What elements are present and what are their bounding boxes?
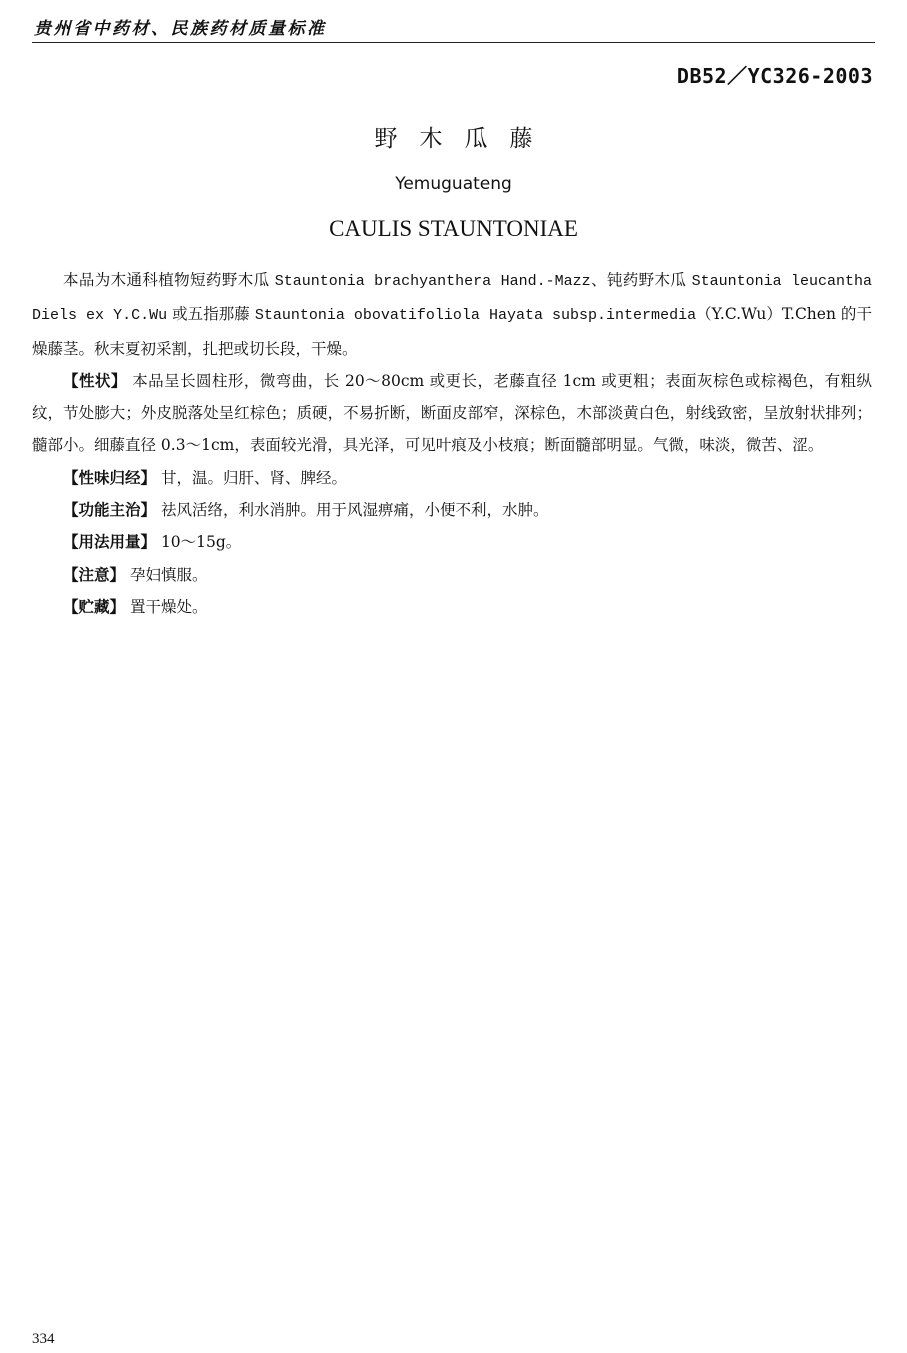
intro-text: 或五指那藤 — [167, 305, 255, 324]
intro-text: （Y.C.Wu）T.Chen 的干燥藤茎。秋末夏初采割，扎把或切长段，干燥。 — [32, 305, 872, 358]
section-text: 孕妇慎服。 — [125, 565, 208, 584]
section-label: 【注意】 — [63, 565, 126, 584]
section-text: 置干燥处。 — [125, 597, 208, 616]
monograph-title-latin: CAULIS STAUNTONIAE — [329, 216, 578, 241]
section-label: 【功能主治】 — [63, 501, 157, 520]
monograph-title-chinese: 野木瓜藤 — [374, 126, 555, 152]
intro-text: 本品为木通科植物短药野木瓜 — [63, 271, 275, 289]
monograph-title-pinyin: Yemuguateng — [395, 174, 512, 194]
monograph-body — [32, 264, 872, 623]
section-label: 【性味归经】 — [63, 468, 157, 487]
running-header — [32, 12, 875, 43]
section-text: 甘，温。归肝、肾、脾经。 — [156, 468, 347, 487]
section-functions-indications — [32, 494, 872, 526]
intro-text: 、钝药野木瓜 — [590, 271, 692, 289]
section-usage-dosage — [32, 526, 872, 558]
section-text: 10～15g。 — [156, 533, 242, 552]
section-text: 祛风活络，利水消肿。用于风湿痹痛，小便不利，水肿。 — [156, 501, 549, 520]
species-name: Stauntonia obovatifoliola Hayata subsp.intermedia — [254, 307, 697, 325]
section-storage — [32, 591, 872, 623]
standard-code: DB52／YC326-2003 — [676, 64, 873, 88]
intro-paragraph — [32, 264, 872, 365]
section-nature-meridian — [32, 462, 872, 494]
section-description — [32, 365, 872, 462]
species-name: Stauntonia leucantha Diels ex Y.C.Wu — [32, 273, 872, 325]
page-number: 334 — [32, 1331, 55, 1347]
section-label: 【贮藏】 — [63, 597, 126, 616]
header-title: 贵州省中药材、民族药材质量标准 — [34, 19, 327, 39]
section-label: 【性状】 — [63, 371, 127, 390]
section-precautions — [32, 559, 872, 591]
species-name: Stauntonia brachyanthera Hand.-Mazz — [274, 273, 591, 290]
section-text: 本品呈长圆柱形，微弯曲，长 20～80cm 或更长，老藤直径 1cm 或更粗；表面灰棕色或棕褐色，有粗纵纹，节处膨大；外皮脱落处呈红棕色；质硬，不易折断，断面皮部窄，深棕色，木部淡黄白色，射线致密，呈放射状排列；髓部小。细藤直径 0.3～1cm，表面较光滑，具光泽，可见叶痕及小枝痕；断面髓部明显。气微，味淡，微苦、涩。 — [32, 371, 872, 455]
section-label: 【用法用量】 — [63, 533, 157, 552]
